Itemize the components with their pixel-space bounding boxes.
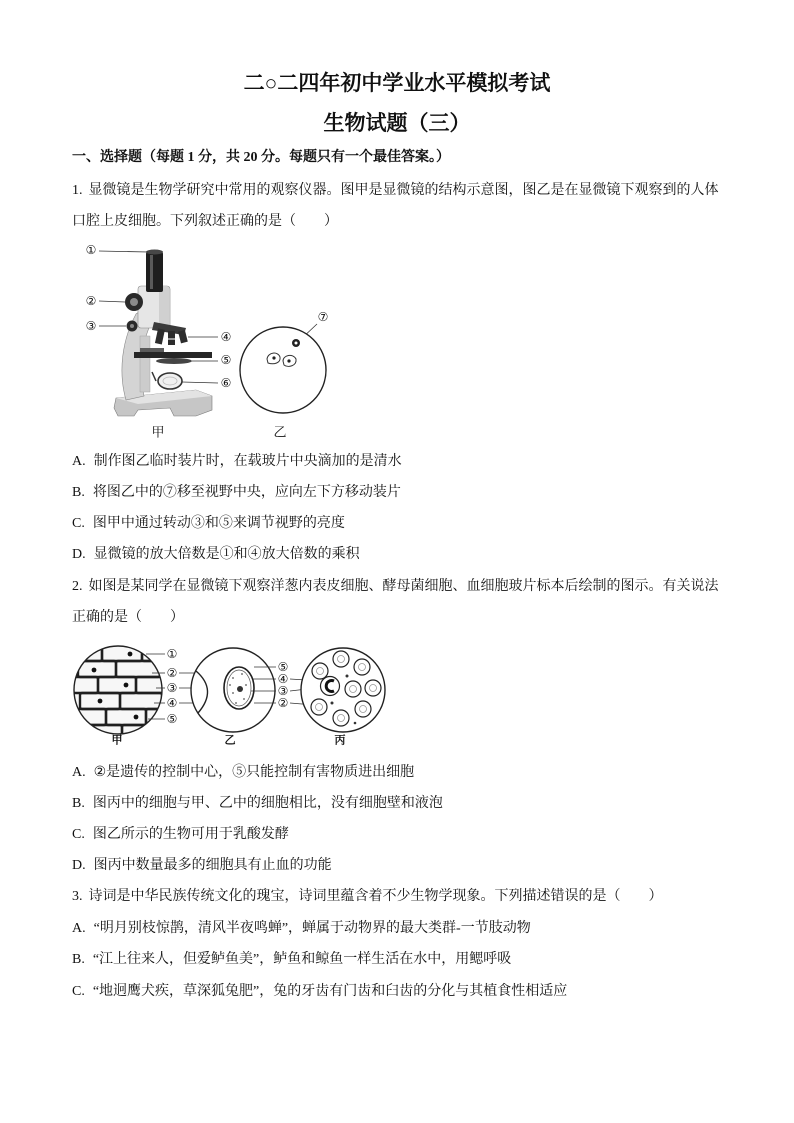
leader-line bbox=[99, 301, 125, 302]
red-blood-cell bbox=[355, 701, 371, 717]
option-text: ②是遗传的控制中心，⑤只能控制有害物质进出细胞 bbox=[93, 765, 415, 780]
cell-nucleus bbox=[128, 652, 133, 657]
cell-nucleus bbox=[287, 359, 290, 362]
cytoplasm-dot bbox=[232, 677, 234, 679]
eyepiece-top bbox=[146, 250, 163, 255]
question-number: 3. bbox=[72, 889, 83, 904]
option-text: “明月别枝惊鹊，清风半夜鸣蝉”，蝉属于动物界的最大类群-一节肢动物 bbox=[93, 921, 531, 936]
question-number: 2. bbox=[72, 579, 83, 594]
question-1-stem-line-2: 口腔上皮细胞。下列叙述正确的是（ ） bbox=[72, 214, 338, 229]
cells-figure bbox=[70, 643, 390, 748]
microscope-stage bbox=[134, 352, 212, 358]
exam-subtitle: 生物试题（三） bbox=[323, 111, 471, 135]
cytoplasm-dot bbox=[235, 702, 237, 704]
figure-caption-bing: 丙 bbox=[334, 733, 346, 747]
cell-nucleus bbox=[134, 715, 139, 720]
platelet bbox=[354, 722, 357, 725]
target-cell-center bbox=[295, 342, 298, 345]
head-shade bbox=[159, 287, 169, 327]
question-2-option-d bbox=[72, 856, 332, 876]
eyepiece bbox=[146, 250, 163, 293]
figure-caption-jia: 甲 bbox=[151, 425, 165, 441]
part-label-5: ⑤ bbox=[220, 353, 232, 367]
cytoplasm-dot bbox=[245, 684, 247, 686]
fine-knob-inner bbox=[130, 324, 134, 328]
stage-clip bbox=[140, 348, 164, 352]
red-blood-cell bbox=[333, 710, 349, 726]
exam-title: 二○二四年初中学业水平模拟考试 bbox=[243, 71, 551, 95]
yeast-nucleus bbox=[237, 686, 243, 692]
right-label-5: ⑤ bbox=[277, 660, 289, 674]
microscope-pillar bbox=[140, 336, 150, 392]
yeast-cell bbox=[224, 667, 254, 709]
cell-nucleus bbox=[90, 730, 95, 735]
red-blood-cell bbox=[354, 659, 370, 675]
option-text: 图丙中数量最多的细胞具有止血的功能 bbox=[93, 858, 332, 873]
part-label-4: ④ bbox=[220, 330, 232, 344]
option-text: 制作图乙临时装片时，在载玻片中央滴加的是清水 bbox=[93, 454, 402, 469]
option-text: 将图乙中的⑦移至视野中央，应向左下方移动装片 bbox=[92, 485, 401, 500]
question-2-option-a bbox=[72, 763, 414, 783]
cytoplasm-dot bbox=[232, 692, 234, 694]
option-label: D. bbox=[72, 858, 86, 873]
cell-nucleus bbox=[98, 699, 103, 704]
mirror-bracket bbox=[152, 372, 156, 381]
question-2-option-b bbox=[72, 794, 443, 814]
cell-nucleus bbox=[92, 668, 97, 673]
part-label-3: ③ bbox=[85, 319, 97, 333]
eyepiece-highlight bbox=[150, 255, 153, 289]
mirror-disk bbox=[158, 373, 182, 389]
left-label-2: ② bbox=[166, 666, 178, 680]
question-3-option-a bbox=[72, 919, 531, 939]
part-label-7: ⑦ bbox=[317, 310, 329, 324]
cheek-cell bbox=[283, 355, 296, 366]
option-text: 图甲中通过转动③和⑤来调节视野的亮度 bbox=[92, 516, 345, 531]
question-1-option-c bbox=[72, 514, 345, 534]
objective-lens bbox=[178, 330, 188, 343]
eyepiece-tube bbox=[146, 252, 163, 292]
option-text: 图乙所示的生物可用于乳酸发酵 bbox=[92, 827, 289, 842]
option-label: D. bbox=[72, 547, 86, 562]
coarse-adjustment-knob bbox=[125, 293, 143, 311]
onion-cells-view bbox=[64, 643, 172, 743]
option-label: A. bbox=[72, 765, 86, 780]
question-3-option-c bbox=[72, 982, 567, 1002]
part-label-2: ② bbox=[85, 294, 97, 308]
left-label-4: ④ bbox=[166, 696, 178, 710]
question-text: 显微镜是生物学研究中常用的观察仪器。图甲是显微镜的结构示意图，图乙是在显微镜下观察到的人体 bbox=[88, 183, 719, 198]
right-label-4: ④ bbox=[277, 672, 289, 686]
left-label-5: ⑤ bbox=[166, 712, 178, 726]
red-blood-cell bbox=[365, 680, 381, 696]
option-text: 图丙中的细胞与甲、乙中的细胞相比，没有细胞壁和液泡 bbox=[92, 796, 443, 811]
cheek-cell bbox=[267, 353, 280, 364]
option-label: B. bbox=[72, 485, 85, 500]
red-blood-cell bbox=[312, 663, 328, 679]
microscope-figure bbox=[78, 240, 343, 445]
question-3-stem-line-1 bbox=[72, 887, 663, 907]
white-blood-cell bbox=[321, 677, 340, 696]
figure-caption-yi: 乙 bbox=[273, 425, 287, 441]
question-1-option-d bbox=[72, 545, 360, 565]
cytoplasm-dot bbox=[229, 684, 231, 686]
option-label: A. bbox=[72, 921, 86, 936]
platelet bbox=[331, 702, 334, 705]
left-label-1: ① bbox=[166, 647, 178, 661]
target-cell-7 bbox=[292, 339, 300, 347]
option-label: A. bbox=[72, 454, 86, 469]
question-1-stem-line-1 bbox=[72, 181, 719, 201]
question-text: 如图是某同学在显微镜下观察洋葱内表皮细胞、酵母菌细胞、血细胞玻片标本后绘制的图示。有关说法 bbox=[88, 579, 719, 594]
leader-line bbox=[182, 382, 218, 383]
right-label-2: ② bbox=[277, 696, 289, 710]
cell-nucleus bbox=[272, 356, 275, 359]
left-label-3: ③ bbox=[166, 681, 178, 695]
option-label: B. bbox=[72, 796, 85, 811]
part-label-6: ⑥ bbox=[220, 376, 232, 390]
right-label-3: ③ bbox=[277, 684, 289, 698]
cell-nucleus bbox=[124, 683, 129, 688]
fine-adjustment-knob bbox=[127, 321, 138, 332]
microscope-mirror bbox=[152, 372, 182, 389]
question-text: 诗词是中华民族传统文化的瑰宝，诗词里蕴含着不少生物学现象。下列描述错误的是（ ） bbox=[88, 889, 663, 904]
coarse-knob-inner bbox=[130, 298, 138, 306]
red-blood-cell bbox=[311, 699, 327, 715]
field-of-view-circle bbox=[240, 327, 326, 413]
option-label: C. bbox=[72, 516, 85, 531]
question-2-option-c bbox=[72, 825, 289, 845]
option-text: “江上往来人，但爱鲈鱼美”，鲈鱼和鲸鱼一样生活在水中，用鳃呼吸 bbox=[92, 952, 512, 967]
question-1-option-b bbox=[72, 483, 401, 503]
figure-caption-jia: 甲 bbox=[111, 733, 123, 747]
section-heading: 一、选择题（每题 1 分，共 20 分。每题只有一个最佳答案。） bbox=[72, 150, 450, 165]
platelet bbox=[346, 675, 349, 678]
question-number: 1. bbox=[72, 183, 83, 198]
red-blood-cell bbox=[333, 651, 349, 667]
cytoplasm-dot bbox=[243, 698, 245, 700]
option-text: 显微镜的放大倍数是①和④放大倍数的乘积 bbox=[93, 547, 360, 562]
part-label-1: ① bbox=[85, 243, 97, 257]
objective-lens bbox=[155, 328, 165, 344]
diaphragm bbox=[156, 358, 192, 364]
question-1-option-a bbox=[72, 452, 402, 472]
figure-caption-yi: 乙 bbox=[224, 733, 236, 747]
leader-line bbox=[99, 251, 148, 252]
option-text: “地迥鹰犬疾，草深狐兔肥”，兔的牙齿有门齿和臼齿的分化与其植食性相适应 bbox=[92, 984, 568, 999]
option-label: C. bbox=[72, 984, 85, 999]
question-2-stem-line-2: 正确的是（ ） bbox=[72, 610, 184, 625]
objective-band bbox=[168, 338, 175, 340]
question-3-option-b bbox=[72, 950, 511, 970]
option-label: C. bbox=[72, 827, 85, 842]
cytoplasm-dot bbox=[241, 673, 243, 675]
question-2-stem-line-1 bbox=[72, 577, 719, 597]
option-label: B. bbox=[72, 952, 85, 967]
red-blood-cell bbox=[345, 681, 361, 697]
